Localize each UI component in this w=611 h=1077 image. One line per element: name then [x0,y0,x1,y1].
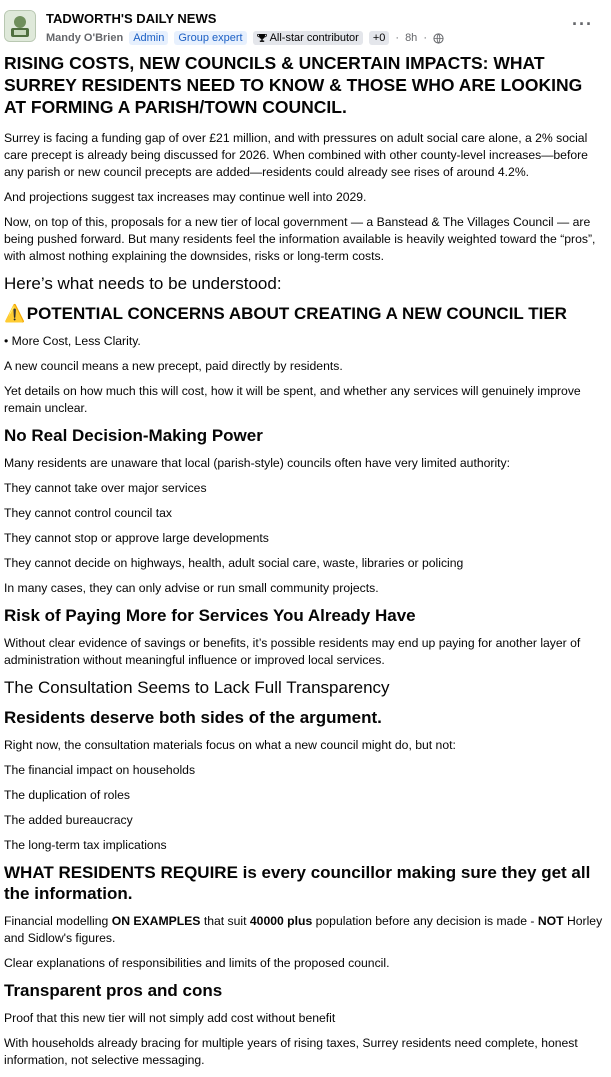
list-item: They cannot control council tax [4,506,173,520]
separator-dot: · [423,32,427,44]
globe-icon [433,33,444,44]
paragraph: Many residents are unaware that local (parish-style) councils often have very limited authority: [4,456,511,470]
heading-concerns [4,303,604,324]
paragraph: Without clear evidence of savings or benefits, it’s possible residents may end up paying for another layer of administration without meaningful influence or improved local services. [4,636,581,667]
group-expert-badge: Group expert [174,31,246,45]
text-run: population before any decision is made - [312,914,538,928]
heading-power: No Real Decision-Making Power [4,426,263,445]
paragraph: And projections suggest tax increases may continue well into 2029. [4,190,367,204]
contributor-badge [253,31,363,45]
paragraph: Right now, the consultation materials focus on what a new council might do, but not: [4,738,456,752]
bold-run: NOT [537,914,564,928]
paragraph: Yet details on how much this will cost, how it will be spent, and whether any services will genuinely improve remain unclear. [4,384,581,415]
group-name[interactable]: TADWORTH'S DAILY NEWS [46,11,217,26]
post-title: RISING COSTS, NEW COUNCILS & UNCERTAIN IMPACTS: WHAT SURREY RESIDENTS NEED TO KNOW & THOSE WHO ARE LOOKING AT FORMING A PARISH/TOWN COUNCIL. [4,53,583,117]
post-body [4,52,604,1077]
paragraph: A new council means a new precept, paid directly by residents. [4,359,343,373]
warning-icon: ⚠️ [4,304,26,323]
heading-understood: Here’s what needs to be understood: [4,274,282,293]
group-avatar[interactable] [4,10,36,42]
bullet-item: • More Cost, Less Clarity. [4,334,141,348]
heading-consultation: The Consultation Seems to Lack Full Transparency [4,678,390,697]
paragraph: Proof that this new tier will not simply add cost without benefit [4,1011,336,1025]
separator-dot: · [395,32,400,44]
bold-run: ON EXAMPLES [111,914,201,928]
list-item: They cannot decide on highways, health, adult social care, waste, libraries or policing [4,556,464,570]
paragraph: Surrey is facing a funding gap of over £21 million, and with pressures on adult social care alone, a 2% social care precept is already being discussed for 2026. When combined with other county-level increases—before any parish or new council precepts are added—residents could already see rises of around 4.2%. [4,131,588,179]
post-header [4,10,607,50]
list-item: They cannot stop or approve large developments [4,531,269,545]
text-run: Horley and Sidlow's figures. [4,914,603,945]
post-meta [46,29,444,47]
heading-require: WHAT RESIDENTS REQUIRE is every councillor making sure they get all the information. [4,863,591,903]
paragraph: In many cases, they can only advise or run small community projects. [4,581,379,595]
list-item: The duplication of roles [4,788,131,802]
contributor-label: All-star contributor [269,32,359,44]
list-item: The added bureaucracy [4,813,133,827]
bold-run: 40000 plus [249,914,313,928]
paragraph: With households already bracing for multiple years of rising taxes, Surrey residents need complete, honest information, not selective messaging. [4,1036,578,1067]
list-item: They cannot take over major services [4,481,207,495]
paragraph-financial-modelling [4,913,604,947]
trophy-icon [257,33,267,43]
list-item: The long-term tax implications [4,838,167,852]
text-run: Financial modelling [4,914,112,928]
more-options-button[interactable]: ··· [572,14,593,34]
author-name[interactable]: Mandy O'Brien [46,32,124,44]
heading-transparent: Transparent pros and cons [4,981,223,1000]
text-run: that suit [200,914,250,928]
list-item: The financial impact on households [4,763,196,777]
post-time[interactable]: 8h [405,32,418,44]
plus-count-badge: +0 [369,31,390,45]
heading-concerns-text: POTENTIAL CONCERNS ABOUT CREATING A NEW COUNCIL TIER [26,304,567,323]
paragraph: Clear explanations of responsibilities and limits of the proposed council. [4,956,390,970]
paragraph: Now, on top of this, proposals for a new tier of local government — a Banstead & The Villages Council — are being pushed forward. But many residents feel the information available is heavily weighted toward the “pros”, with almost nothing explaining the downsides, risks or long-term costs. [4,215,596,263]
heading-risk: Risk of Paying More for Services You Already Have [4,606,416,625]
admin-badge: Admin [129,31,168,45]
heading-deserve: Residents deserve both sides of the argument. [4,708,382,727]
